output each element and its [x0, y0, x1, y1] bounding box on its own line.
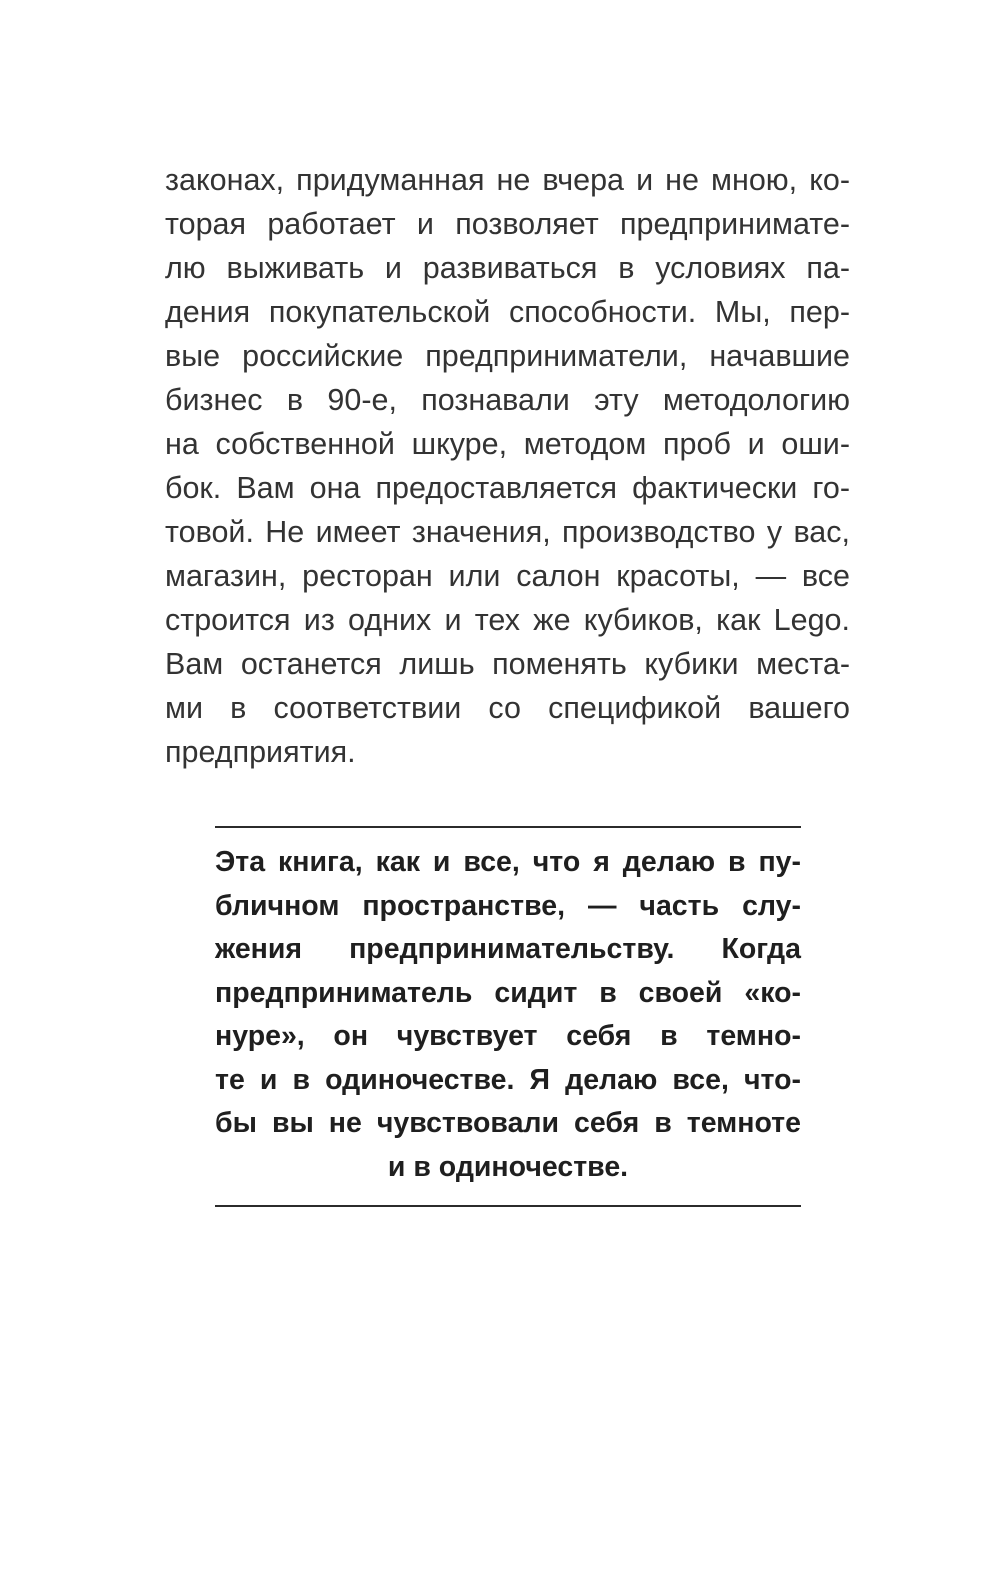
callout-line: нуре», он чувствует себя в темно-: [215, 1020, 801, 1052]
body-line: бок. Вам она предоставляется фактически го-: [165, 471, 850, 505]
callout-line: Эта книга, как и все, что я делаю в пу-: [215, 846, 801, 878]
body-line: Вам останется лишь поменять кубики места-: [165, 647, 850, 681]
callout-bottom-rule: [215, 1205, 801, 1207]
body-line: лю выживать и развиваться в условиях па-: [165, 251, 850, 285]
body-line: магазин, ресторан или салон красоты, — все: [165, 559, 850, 593]
body-line: на собственной шкуре, методом проб и оши-: [165, 427, 850, 461]
body-line: товой. Не имеет значения, производство у вас,: [165, 515, 850, 549]
body-line: строится из одних и тех же кубиков, как Lego.: [165, 603, 850, 637]
callout-line: те и в одиночестве. Я делаю все, что-: [215, 1063, 801, 1096]
callout-line: и в одиночестве.: [387, 1150, 629, 1183]
body-paragraph: [165, 158, 850, 774]
callout-line: жения предпринимательству. Когда: [215, 933, 801, 965]
body-line: законах, придуманная не вчера и не мною, ко-: [165, 163, 850, 197]
body-line: дения покупательской способности. Мы, пер-: [165, 295, 850, 329]
body-line: бизнес в 90-е, познавали эту методологию: [165, 383, 850, 417]
body-line: ми в соответствии со спецификой вашего: [165, 691, 850, 725]
callout-line: бы вы не чувствовали себя в темноте: [215, 1107, 801, 1139]
callout-quote: [215, 826, 801, 1207]
body-line: торая работает и позволяет предпринимате-: [165, 207, 850, 241]
body-line: вые российские предприниматели, начавшие: [165, 339, 850, 373]
callout-line: предприниматель сидит в своей «ко-: [215, 976, 801, 1009]
body-line: предприятия.: [165, 735, 356, 769]
callout-top-rule: [215, 826, 801, 828]
callout-line: бличном пространстве, — часть слу-: [215, 889, 801, 922]
